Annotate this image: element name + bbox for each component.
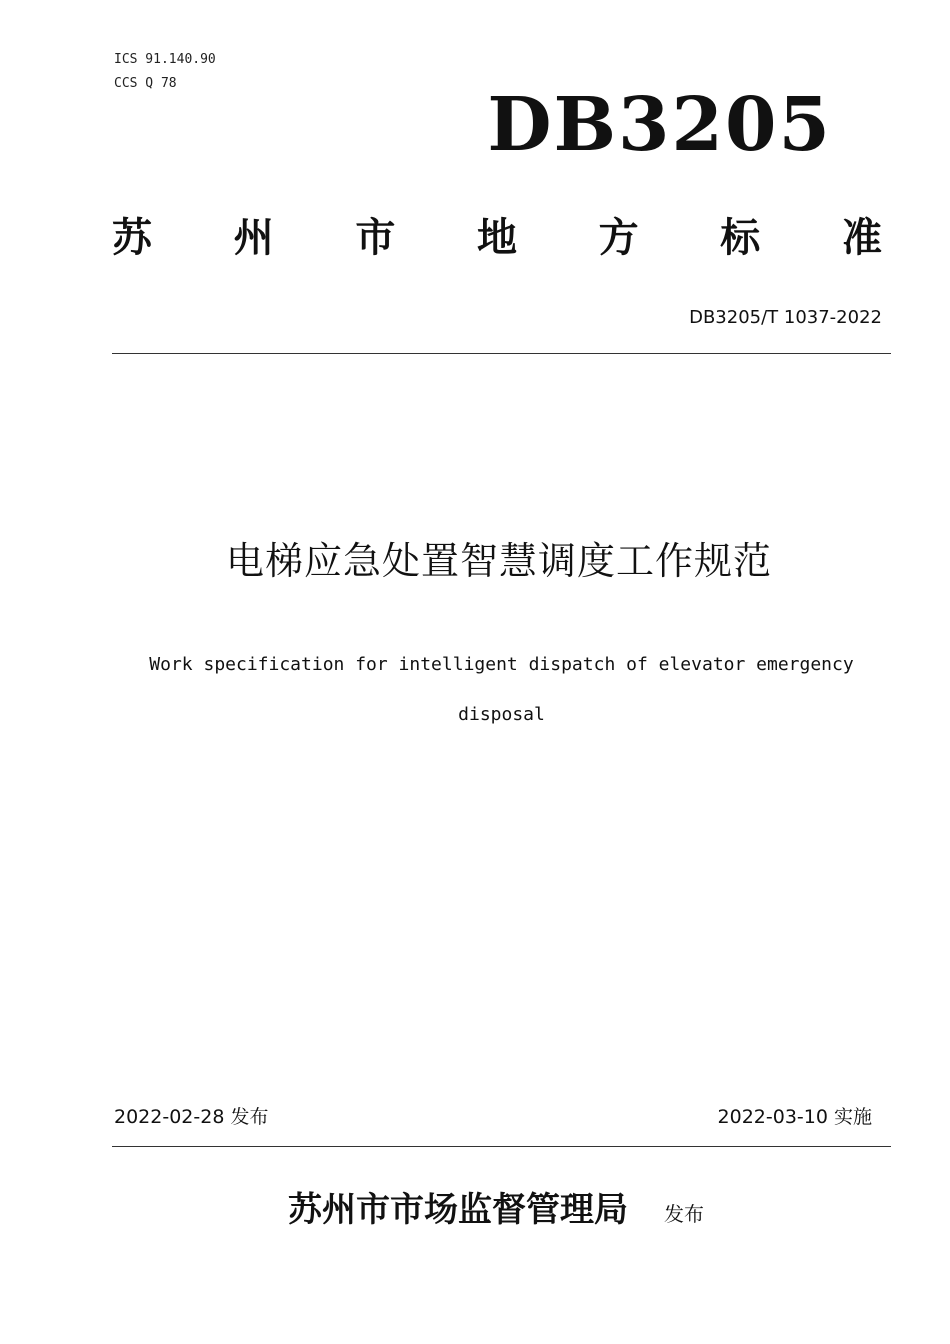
publisher-name: 苏州市市场监督管理局 [288, 1190, 628, 1230]
ccs-code: CCS Q 78 [114, 76, 177, 91]
top-divider [112, 353, 891, 354]
local-standard-char: 苏 [112, 214, 152, 261]
local-standard-char: 市 [355, 214, 396, 261]
classification-codes [114, 48, 216, 96]
local-standard-char: 准 [841, 214, 882, 261]
document-title-english: Work specification for intelligent dispatch of elevator emergency disposal [149, 654, 854, 725]
standard-number: DB3205/T 1037-2022 [689, 307, 882, 328]
bottom-divider [112, 1146, 891, 1147]
local-standard-char: 地 [476, 214, 517, 261]
publish-label: 发布 [664, 1202, 704, 1226]
local-standard-char: 标 [720, 214, 761, 261]
ics-code: ICS 91.140.90 [114, 52, 216, 67]
implementation-date: 2022-03-10 实施 [717, 1106, 872, 1128]
local-standard-char: 方 [598, 214, 639, 261]
local-standard-heading [112, 206, 882, 263]
local-standard-char: 州 [233, 214, 274, 261]
document-title-chinese: 电梯应急处置智慧调度工作规范 [225, 539, 772, 583]
standard-code: DB3205 [487, 82, 832, 168]
issue-date: 2022-02-28 发布 [114, 1106, 269, 1128]
